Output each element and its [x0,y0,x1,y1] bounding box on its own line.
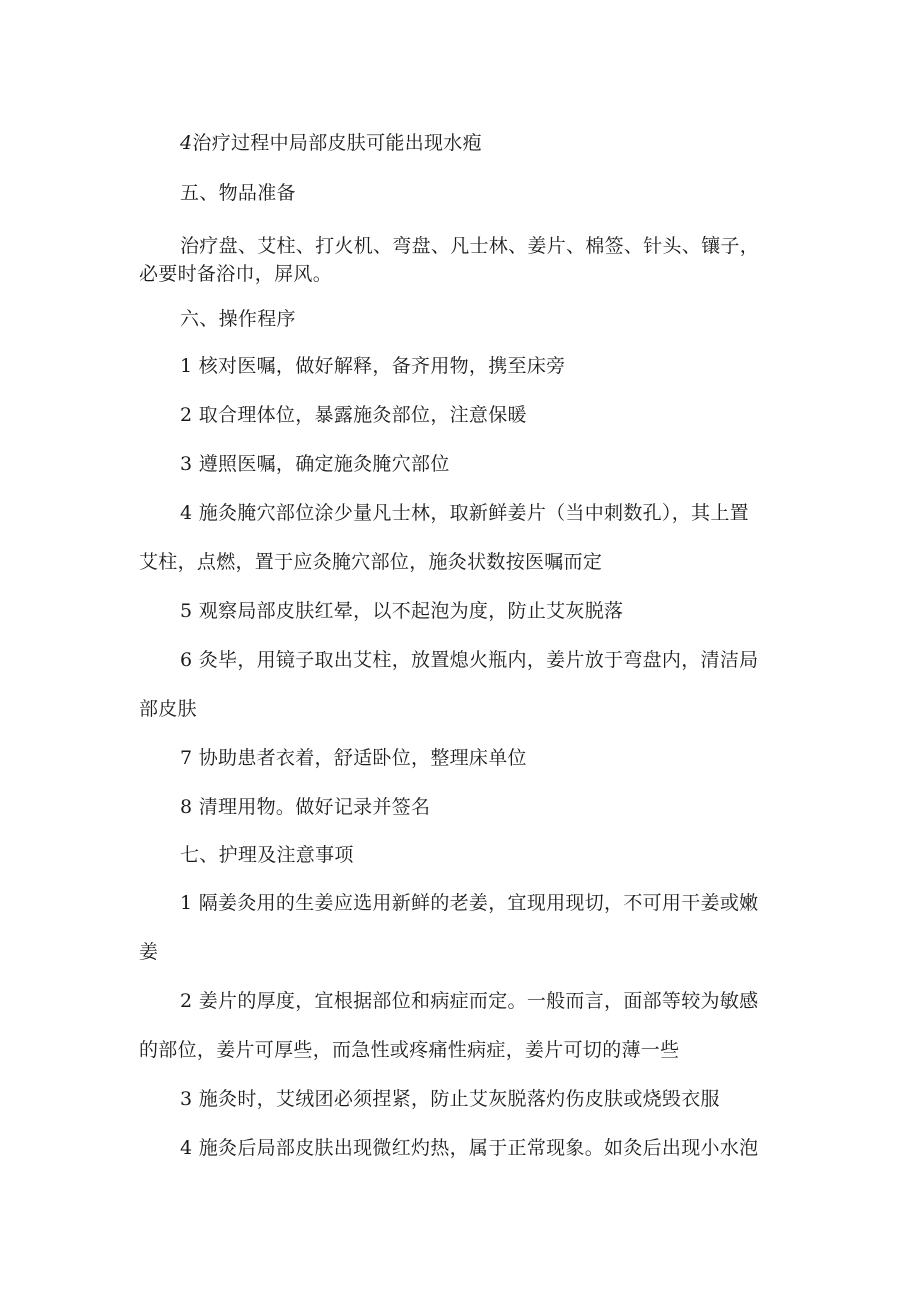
procedure-step-6-line-2: 部皮肤 [139,698,197,720]
procedure-step-8: 8 清理用物。做好记录并签名 [180,796,431,818]
procedure-step-5: 5 观察局部皮肤红晕，以不起泡为度，防止艾灰脱落 [180,600,624,622]
text-line-hazard-4 [180,131,482,155]
precaution-2-line-1: 2 姜片的厚度，宜根据部位和病症而定。一般而言，面部等较为敏感 [180,990,759,1012]
procedure-step-1: 1 核对医嘱，做好解释，备齐用物，携至床旁 [180,355,566,377]
procedure-step-2: 2 取合理体位，暴露施灸部位，注意保暖 [180,404,527,426]
section-heading-procedure: 六、操作程序 [180,308,296,330]
precaution-2-line-2: 的部位，姜片可厚些，而急性或疼痛性病症，姜片可切的薄一些 [139,1039,680,1061]
line-text: 治疗过程中局部皮肤可能出现水疱 [192,132,482,154]
precaution-4-line-1: 4 施灸后局部皮肤出现微红灼热，属于正常现象。如灸后出现小水泡 [180,1137,759,1159]
item-number: 4 [180,132,193,154]
precaution-1-line-2: 姜 [139,941,159,963]
precaution-3: 3 施灸时，艾绒团必须捏紧，防止艾灰脱落灼伤皮肤或烧毁衣服 [180,1088,720,1110]
section-heading-precautions: 七、护理及注意事项 [180,844,354,866]
section-heading-supplies: 五、物品准备 [180,182,296,204]
paragraph-supplies-line-2: 必要时备浴巾，屏风。 [139,263,333,285]
paragraph-supplies-line-1: 治疗盘、艾柱、打火机、弯盘、凡士林、姜片、棉签、针头、镶子， [180,235,760,257]
procedure-step-3: 3 遵照医嘱，确定施灸腌穴部位 [180,453,450,475]
procedure-step-4-line-2: 艾柱，点燃，置于应灸腌穴部位，施灸状数按医嘱而定 [139,551,603,573]
procedure-step-7: 7 协助患者衣着，舒适卧位，整理床单位 [180,747,527,769]
procedure-step-4-line-1: 4 施灸腌穴部位涂少量凡士林，取新鲜姜片（当中刺数孔），其上置 [180,502,749,524]
precaution-1-line-1: 1 隔姜灸用的生姜应选用新鲜的老姜，宜现用现切，不可用干姜或嫩 [180,892,759,914]
procedure-step-6-line-1: 6 灸毕，用镜子取出艾柱，放置熄火瓶内，姜片放于弯盘内，清洁局 [180,649,759,671]
